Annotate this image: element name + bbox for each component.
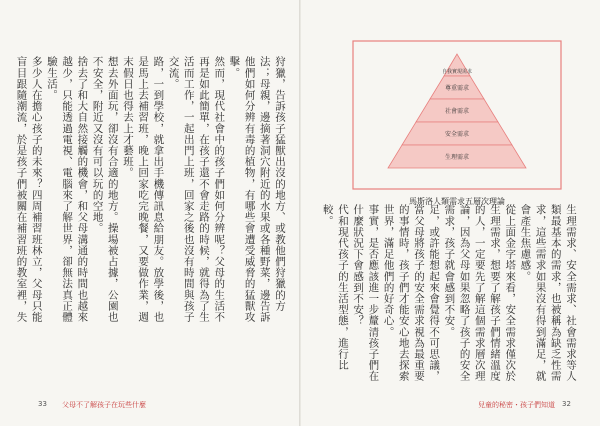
layer-label-3: 社會需求 [444, 108, 470, 115]
book-gutter [299, 0, 301, 426]
layer-label-4: 安全需求 [444, 131, 470, 138]
maslow-pyramid [352, 40, 562, 190]
right-page-number: 32 [562, 400, 571, 408]
layer-label-2: 尊重需求 [444, 85, 470, 92]
left-page-body: 狩獵，告訴孩子猛獸出沒的地方、或教他們狩獵的方法；母親，邊摘著洞穴附近的水果或各種野菜，邊告訴他們如何分辨有毒的植物，有哪些會遭受威脅的猛獸攻擊。 然而，現代社會中的孩子們如何分辨呢？父母的生活不再是如此簡單，在孩子還不會走路的時候，就得為了生活而工作，一起出門上班，回家之後也沒有時間與孩子交流。 路，一到學校，就拿出手機傳訊息給朋友。放學後，也是馬上去補習班，晚上回家吃完晚餐，又要做作業，週末假日也得去上才藝班。 想去外面玩，卻沒有合適的地方。操場被占據，公園也不安全，附近又沒有可以玩的空地。 捨去了和大自然接觸的機會，和父母溝通的時間也越來越少，只能透過電視、電腦來了解世界，卻無法真正體驗生活。 多少人在擔心孩子的未來？四周補習班林立，父母只能盲目跟隨潮流，於是孩子們被關在補習班的教室裡，失 [15, 56, 286, 323]
pyramid-figure [352, 40, 562, 190]
right-page-body: 生理需求、安全需求、社會需求等人類最基本的需求，也被稱為缺乏性需求，這些需求如果沒有得到滿足，就會產生焦慮感。 從上面金字塔來看，安全需求僅次於生理需求，想要了解孩子們情緒溫度的人，一定要先了解這個需求層次理論，因為父母如果忽略了孩子的安全需求，孩子就會感到不安。 足，或許能想起來會覺得不可思議，當父母將孩子的安全需求視為最重要的事情時，孩子們才能安心地去探索世界，滿足他們的好奇心。 事實，是否應該進一步釐清孩子們在什麼狀況下會感到不安？ 代和現代孩子的生活型態，進行比較。 [321, 204, 577, 382]
layer-label-5: 生理需求 [444, 154, 470, 161]
figure-caption: 馬斯洛人類需求五層次理論 [409, 197, 505, 206]
right-running-title: 兒童的秘密・孩子們知道 [478, 401, 555, 409]
left-page-number: 33 [38, 400, 47, 408]
left-running-title: 父母不了解孩子在玩些什麼 [62, 401, 146, 409]
layer-label-1: 自我實現需求 [441, 69, 473, 75]
